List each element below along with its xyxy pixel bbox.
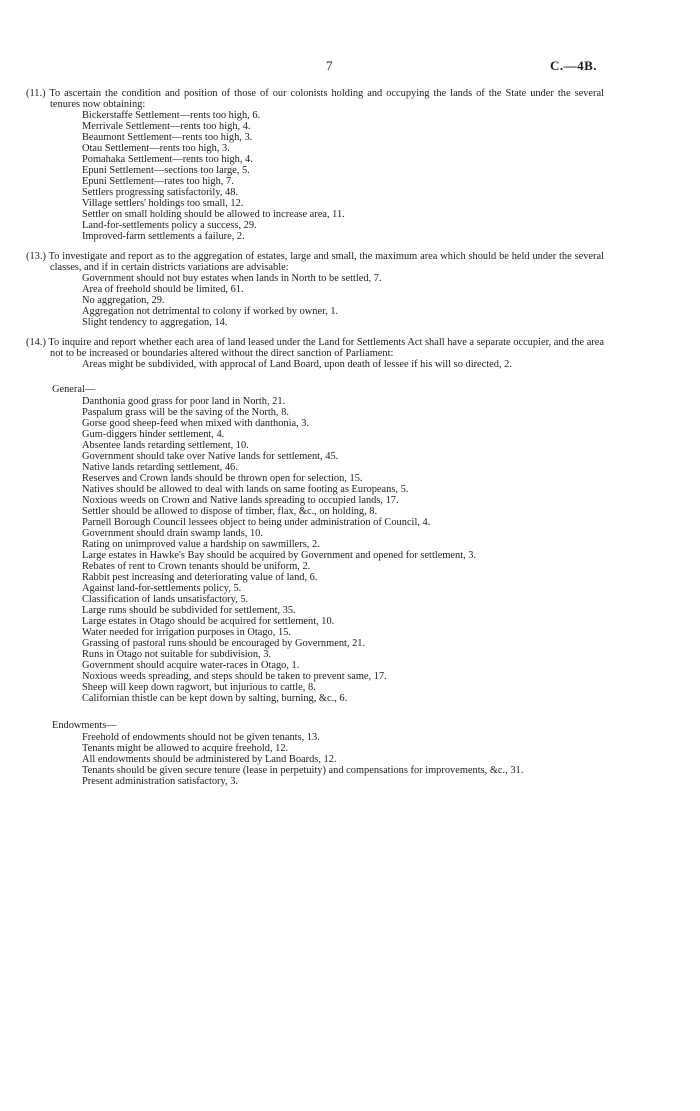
question-13-list bbox=[58, 273, 604, 328]
list-item: Against land-for-settlements policy, 5. bbox=[82, 583, 242, 594]
page-header bbox=[0, 58, 700, 74]
general-section bbox=[52, 384, 604, 704]
list-item: Sheep will keep down ragwort, but injurious to cattle, 8. bbox=[82, 682, 316, 693]
list-item: Parnell Borough Council lessees object to being under administration of Council, 4. bbox=[82, 517, 431, 528]
list-item: Government should not buy estates when lands in North to be settled, 7. bbox=[82, 273, 382, 284]
list-item: Government should take over Native lands for settlement, 45. bbox=[82, 451, 339, 462]
list-item: Reserves and Crown lands should be thrown open for selection, 15. bbox=[82, 473, 363, 484]
list-item: Tenants should be given secure tenure (lease in perpetuity) and compensations for improvements, &c., 31. bbox=[82, 765, 524, 776]
list-item: Government should acquire water-races in Otago, 1. bbox=[82, 660, 300, 671]
list-item: Native lands retarding settlement, 46. bbox=[82, 462, 238, 473]
list-item: Large estates in Hawke's Bay should be acquired by Government and opened for settlement, 3. bbox=[82, 550, 477, 561]
question-14-text: (14.) To inquire and report whether each area of land leased under the Land for Settlements Act shall have a separate occupier, and the area not to be increased or boundaries altered without the direct sanction of Parliament: bbox=[26, 337, 604, 359]
list-item: Absentee lands retarding settlement, 10. bbox=[82, 440, 249, 451]
list-item: Settler on small holding should be allowed to increase area, 11. bbox=[82, 209, 345, 220]
list-item: Rabbit pest increasing and deteriorating value of land, 6. bbox=[82, 572, 318, 583]
question-11-list bbox=[58, 110, 604, 242]
endowments-list bbox=[58, 732, 604, 787]
page-number: 7 bbox=[326, 58, 333, 73]
list-item: Gum-diggers hinder settlement, 4. bbox=[82, 429, 225, 440]
general-list bbox=[58, 396, 604, 704]
question-14-section bbox=[26, 337, 604, 370]
list-item: Natives should be allowed to deal with lands on same footing as Europeans, 5. bbox=[82, 484, 409, 495]
list-item: No aggregation, 29. bbox=[82, 295, 165, 306]
question-11-section bbox=[26, 88, 604, 242]
list-item: Rating on unimproved value a hardship on sawmillers, 2. bbox=[82, 539, 320, 550]
list-item: Californian thistle can be kept down by salting, burning, &c., 6. bbox=[82, 693, 348, 704]
general-heading: General— bbox=[52, 384, 96, 395]
endowments-heading: Endowments— bbox=[52, 720, 117, 731]
list-item: Noxious weeds spreading, and steps should be taken to prevent same, 17. bbox=[82, 671, 387, 682]
list-item: Water needed for irrigation purposes in Otago, 15. bbox=[82, 627, 291, 638]
list-item: Bickerstaffe Settlement—rents too high, 6. bbox=[82, 110, 261, 121]
list-item: Merrivale Settlement—rents too high, 4. bbox=[82, 121, 251, 132]
question-13-text: (13.) To investigate and report as to the aggregation of estates, large and small, the maximum area which should be held under the several classes, and if in certain districts variations are advisable: bbox=[26, 251, 604, 273]
list-item: Pomahaka Settlement—rents too high, 4. bbox=[82, 154, 253, 165]
document-reference: C.—4B. bbox=[550, 58, 598, 73]
list-item: Settlers progressing satisfactorily, 48. bbox=[82, 187, 239, 198]
list-item: Otau Settlement—rents too high, 3. bbox=[82, 143, 230, 154]
list-item: Gorse good sheep-feed when mixed with danthonia, 3. bbox=[82, 418, 310, 429]
list-item: Danthonia good grass for poor land in North, 21. bbox=[82, 396, 286, 407]
list-item: Land-for-settlements policy a success, 29. bbox=[82, 220, 257, 231]
list-item: Paspalum grass will be the saving of the North, 8. bbox=[82, 407, 289, 418]
list-item: Settler should be allowed to dispose of timber, flax, &c., on holding, 8. bbox=[82, 506, 378, 517]
list-item: Classification of lands unsatisfactory, 5. bbox=[82, 594, 249, 605]
list-item: Epuni Settlement—rates too high, 7. bbox=[82, 176, 234, 187]
list-item: Large estates in Otago should be acquired for settlement, 10. bbox=[82, 616, 335, 627]
page-body bbox=[26, 88, 604, 796]
question-11-text: (11.) To ascertain the condition and position of those of our colonists holding and occupying the lands of the State under the several tenures now obtaining: bbox=[26, 88, 604, 110]
list-item: Noxious weeds on Crown and Native lands spreading to occupied lands, 17. bbox=[82, 495, 399, 506]
list-item: Tenants might be allowed to acquire freehold, 12. bbox=[82, 743, 289, 754]
list-item: Large runs should be subdivided for settlement, 35. bbox=[82, 605, 296, 616]
list-item: Beaumont Settlement—rents too high, 3. bbox=[82, 132, 253, 143]
list-item: Village settlers' holdings too small, 12. bbox=[82, 198, 244, 209]
list-item: Improved-farm settlements a failure, 2. bbox=[82, 231, 245, 242]
list-item: All endowments should be administered by Land Boards, 12. bbox=[82, 754, 337, 765]
list-item: Grassing of pastoral runs should be encouraged by Government, 21. bbox=[82, 638, 366, 649]
list-item: Epuni Settlement—sections too large, 5. bbox=[82, 165, 250, 176]
list-item: Runs in Otago not suitable for subdivision, 3. bbox=[82, 649, 272, 660]
list-item: Area of freehold should be limited, 61. bbox=[82, 284, 244, 295]
list-item: Slight tendency to aggregation, 14. bbox=[82, 317, 228, 328]
question-14-list bbox=[58, 359, 604, 370]
list-item: Aggregation not detrimental to colony if worked by owner, 1. bbox=[82, 306, 339, 317]
list-item: Areas might be subdivided, with approcal of Land Board, upon death of lessee if his will so directed, 2. bbox=[82, 359, 512, 370]
list-item: Rebates of rent to Crown tenants should be uniform, 2. bbox=[82, 561, 311, 572]
list-item: Present administration satisfactory, 3. bbox=[82, 776, 239, 787]
question-13-section bbox=[26, 251, 604, 328]
list-item: Freehold of endowments should not be given tenants, 13. bbox=[82, 732, 320, 743]
list-item: Government should drain swamp lands, 10. bbox=[82, 528, 263, 539]
endowments-section bbox=[52, 720, 604, 787]
